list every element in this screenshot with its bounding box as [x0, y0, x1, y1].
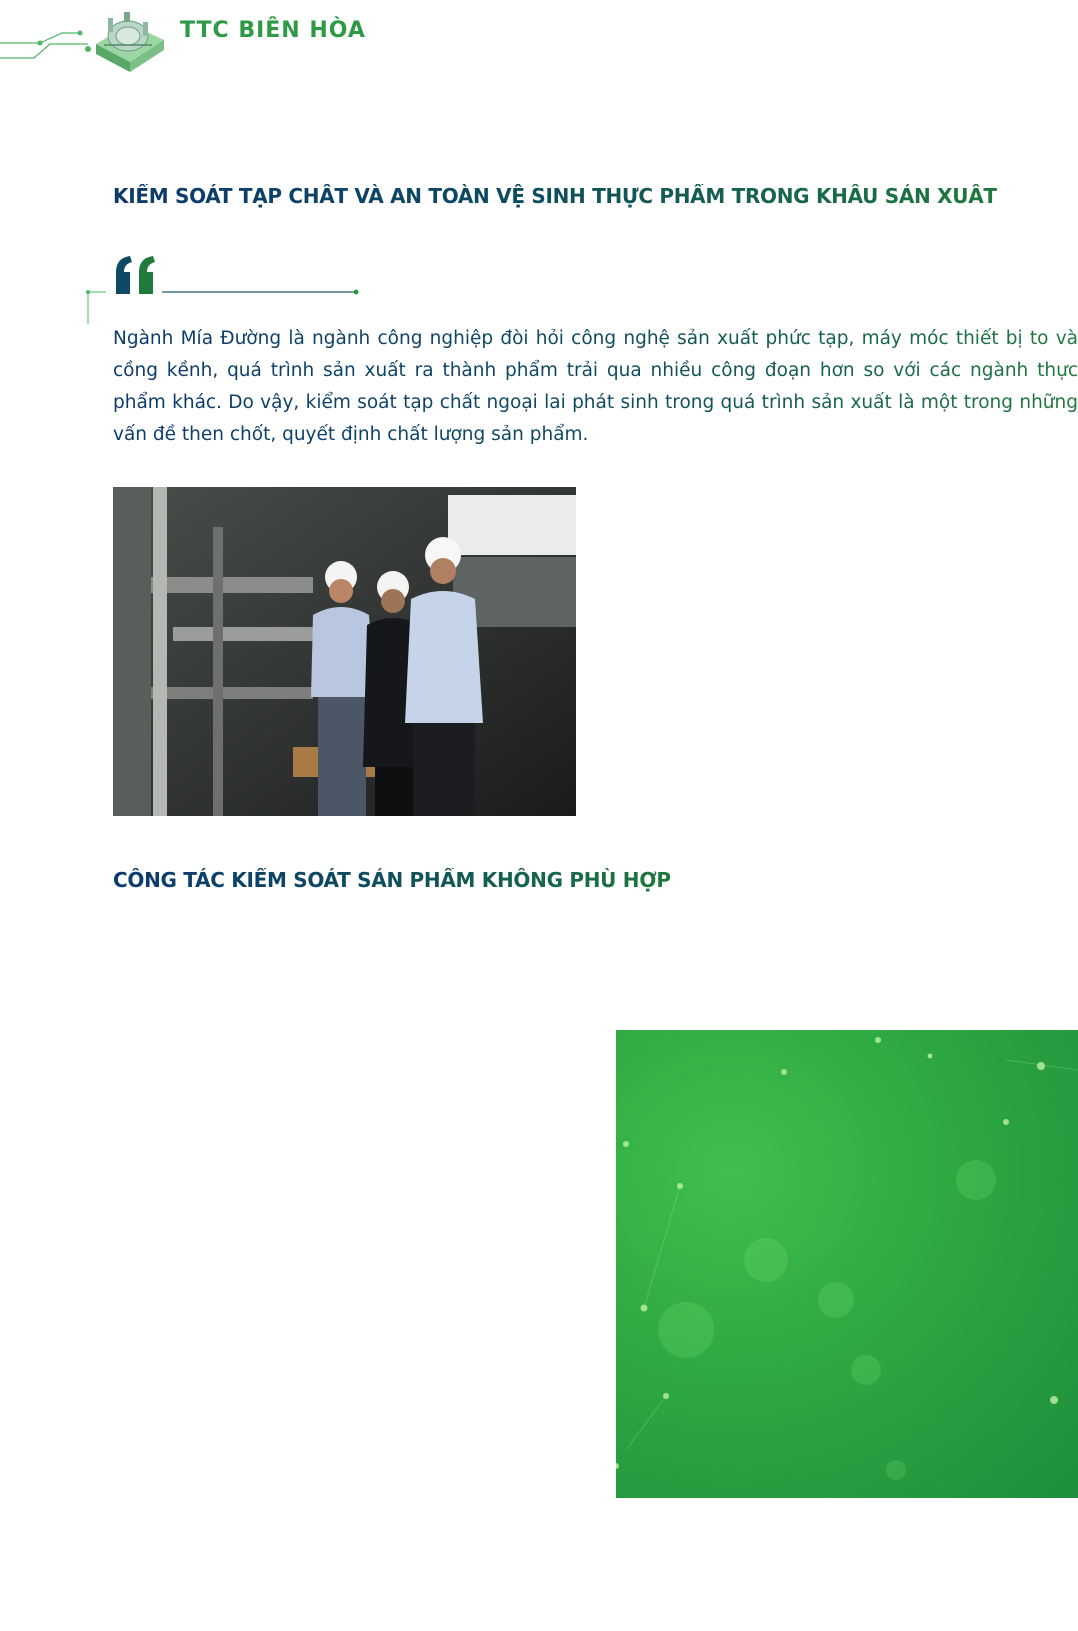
green-bokeh-panel — [616, 1030, 1078, 1498]
quote-icon — [84, 254, 384, 334]
header — [0, 0, 400, 80]
factory-inspection-photo — [113, 487, 576, 816]
section-title: KIỂM SOÁT TẠP CHẤT VÀ AN TOÀN VỆ SINH THỰC PHẨM TRONG KHÂU SẢN XUẤT — [113, 184, 997, 208]
section-title-2: CÔNG TÁC KIỂM SOÁT SẢN PHẨM KHÔNG PHÙ HỢP — [113, 868, 671, 892]
factory-machine-icon — [0, 0, 180, 80]
section-body: Ngành Mía Đường là ngành công nghiệp đòi hỏi công nghệ sản xuất phức tạp, máy móc thiết bị to và cồng kềnh, quá trình sản xuất ra thành phẩm trải qua nhiều công đoạn hơn so với các ngành thực phẩm khác. Do vậy, kiểm soát tạp chất ngoại lai phát sinh trong quá trình sản xuất là một trong những vấn đề then chốt, quyết định chất lượng sản phẩm. — [113, 323, 1078, 451]
brand-name: TTC BIÊN HÒA — [180, 18, 366, 43]
